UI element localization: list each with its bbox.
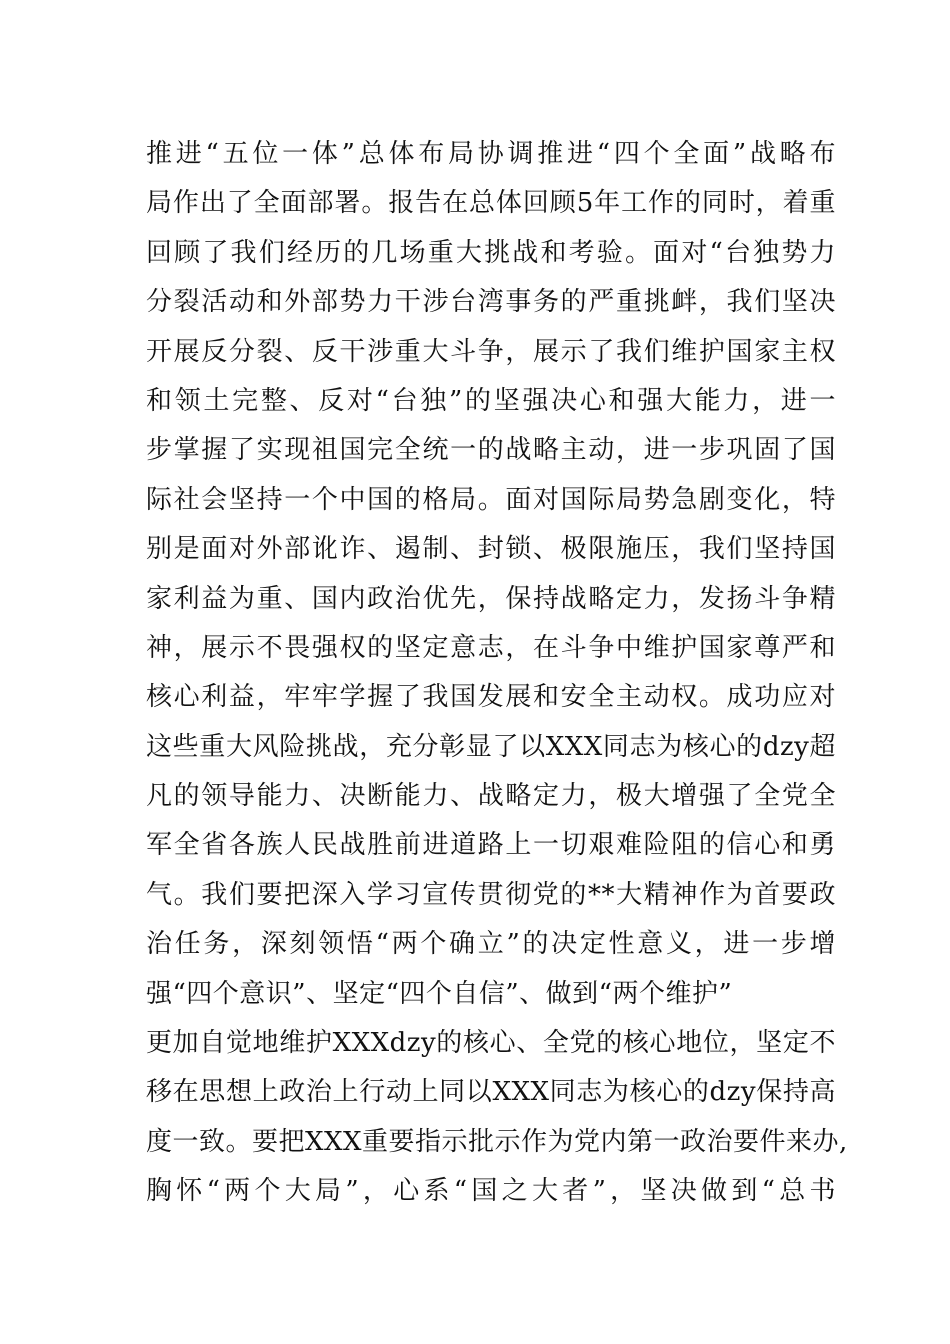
- text-line: 别是面对外部讹诈、遏制、封锁、极限施压，我们坚持国: [146, 534, 836, 565]
- text-line: 这些重大风险挑战，充分彰显了以XXX同志为核心的dzy超: [146, 731, 836, 762]
- text-line: 强“四个意识”、坚定“四个自信”、做到“两个维护”: [146, 978, 733, 1009]
- text-line: 度一致。要把XXX重要指示批示作为党内第一政治要件来办,: [146, 1126, 848, 1157]
- text-line: 步掌握了实现祖国完全统一的战略主动，进一步巩固了国: [146, 435, 836, 466]
- text-line: 移在思想上政治上行动上同以XXX同志为核心的dzy保持高: [146, 1077, 836, 1108]
- text-line: 和领土完整、反对“台独”的坚强决心和强大能力，进一: [146, 385, 836, 416]
- text-line: 气。我们要把深入学习宣传贯彻党的**大精神作为首要政: [146, 879, 836, 910]
- text-line: 开展反分裂、反干涉重大斗争，展示了我们维护国家主权: [146, 336, 836, 367]
- text-line: 局作出了全面部署。报告在总体回顾5年工作的同时，着重: [146, 188, 836, 219]
- text-line: 神，展示不畏强权的坚定意志，在斗争中维护国家尊严和: [146, 632, 836, 663]
- text-line: 凡的领导能力、决断能力、战略定力，极大增强了全党全: [146, 781, 836, 812]
- text-line: 推进“五位一体”总体布局协调推进“四个全面”战略布: [146, 139, 836, 169]
- text-line: 分裂活动和外部势力干涉台湾事务的严重挑衅，我们坚决: [146, 287, 836, 318]
- text-line: 胸怀“两个大局”，心系“国之大者”，坚决做到“总书: [146, 1176, 836, 1207]
- text-line: 更加自觉地维护XXXdzy的核心、全党的核心地位，坚定不: [146, 1028, 836, 1059]
- text-line: 际社会坚持一个中国的格局。面对国际局势急剧变化，特: [146, 484, 836, 515]
- text-line: 治任务，深刻领悟“两个确立”的决定性意义，进一步增: [146, 929, 836, 960]
- text-line: 核心利益，牢牢学握了我国发展和安全主动权。成功应对: [146, 682, 836, 713]
- body-text: [146, 130, 848, 1217]
- text-line: 家利益为重、国内政治优先，保持战略定力，发扬斗争精: [146, 583, 836, 614]
- text-line: 军全省各族人民战胜前进道路上一切艰难险阻的信心和勇: [146, 830, 836, 861]
- text-line: 回顾了我们经历的几场重大挑战和考验。面对“台独势力: [146, 237, 836, 268]
